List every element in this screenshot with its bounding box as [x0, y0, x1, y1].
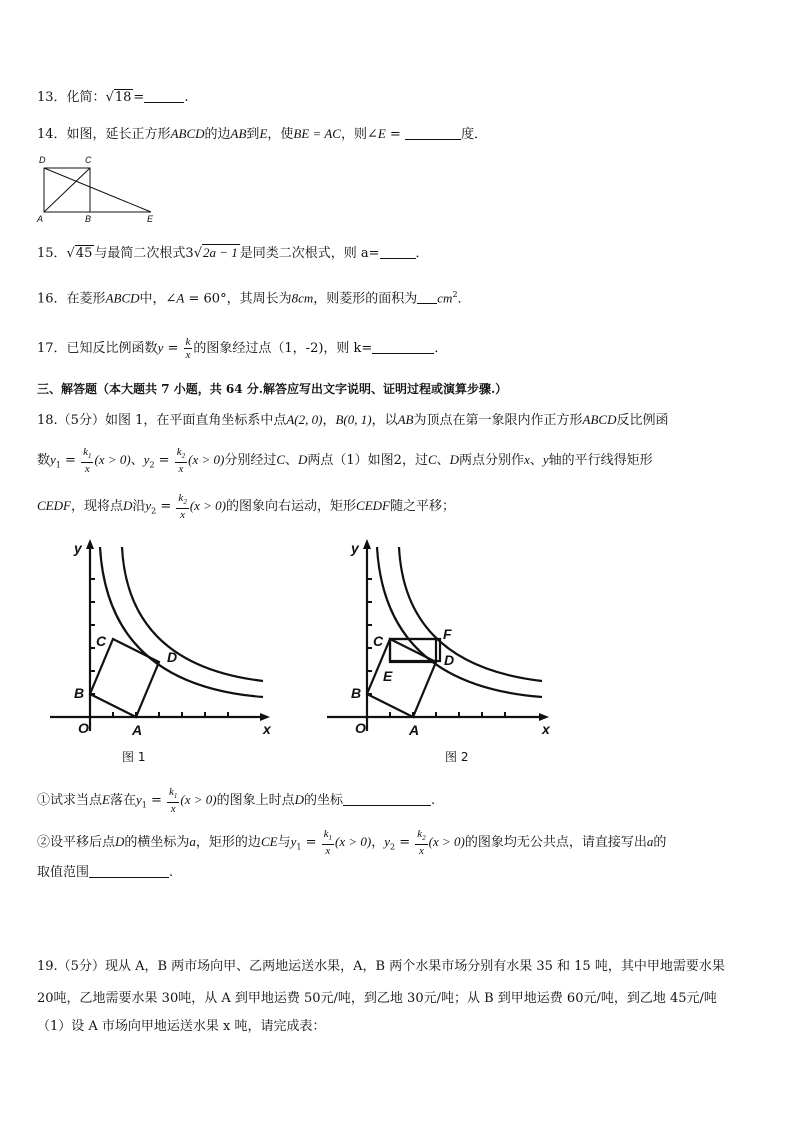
q18-y1-sub: 1 [55, 460, 61, 470]
question-13 [37, 88, 764, 107]
sqrt-symbol: √ [193, 246, 202, 261]
q15-coef: 3 [185, 246, 194, 261]
q18-sq2-text-e: ， [371, 835, 385, 851]
fig2-label-f: F [443, 626, 452, 642]
square-abcd-fig1 [90, 639, 159, 717]
section-3-note: （本大题共 7 小题，共 64 分.解答应写出文字说明、证明过程或演算步骤.） [97, 382, 508, 396]
q17-denominator: x [185, 349, 191, 361]
label-c: C [85, 155, 92, 165]
q14-eq: = [385, 127, 405, 142]
fig1-label-o: O [78, 720, 89, 736]
question-16 [37, 286, 764, 308]
q18-sq2-frac-1 [322, 828, 334, 857]
section-3-title: 三、解答题 [37, 382, 98, 396]
q16-perimeter: 8cm [291, 290, 314, 306]
q18-sq1-frac [167, 786, 179, 815]
q18-sq2-text-a: ②设平移后点 [37, 835, 116, 851]
q13-eq: = [133, 90, 145, 105]
q18-text-2a: 数 [37, 453, 51, 469]
q18-text-2c-2: 、 [436, 453, 450, 469]
q18-d-2: D [449, 452, 460, 468]
q16-answer-blank[interactable] [417, 289, 437, 304]
q17-y: y [157, 340, 164, 355]
fig2-label-c: C [373, 633, 384, 649]
q17-answer-blank[interactable] [372, 339, 434, 354]
q14-text-a: 如图，延长正方形 [66, 127, 171, 142]
q18-sq2-answer-blank[interactable] [89, 863, 169, 878]
fig2-label-x: x [542, 721, 550, 737]
q16-unit-sup: 2 [452, 290, 458, 299]
q18-text-1c: 为顶点在第一象限内作正方形 [413, 413, 583, 428]
q18-sq2-k1: k [323, 828, 329, 840]
q18-k2-sub: 2 [181, 452, 186, 461]
q15-end: ． [415, 246, 429, 261]
q18-sq2-cond-1: (x > 0) [335, 834, 372, 850]
q18-text-3a: ，现将点 [70, 499, 123, 515]
question-17 [37, 336, 764, 361]
q18-sq1-cond: (x > 0) [180, 792, 217, 808]
q18-text-2e: 两点分别作 [459, 453, 525, 469]
label-b: B [85, 214, 92, 224]
q18-x-den-3: x [180, 509, 186, 522]
q18-y2-3: y [145, 498, 152, 514]
q18-sq1-answer-blank[interactable] [343, 791, 431, 806]
q14-text-b: 的边 [204, 127, 231, 142]
y-axis-arrow [86, 539, 94, 549]
q18-line-1 [37, 411, 764, 430]
q18-k2: k [176, 446, 182, 458]
label-d: D [39, 155, 46, 165]
q13-text: 化简： [66, 90, 106, 105]
section-3-heading [37, 380, 764, 398]
label-e: E [147, 214, 154, 224]
fig1-caption: 图 1 [122, 750, 146, 764]
q17-text-a: 已知反比例函数 [66, 341, 158, 356]
q18-sq1-end: . [431, 793, 436, 809]
y-axis-arrow [363, 539, 371, 549]
q16-unit: cm [437, 290, 453, 306]
q18-abcd: ABCD [582, 412, 617, 427]
q18-sq2-text-h: 取值范围 [37, 865, 90, 880]
q17-numerator: k [185, 336, 191, 348]
q18-sq1-k1-sub: 1 [173, 792, 178, 801]
fig1-label-y: y [74, 540, 82, 556]
q18-sub-question-2-cont [37, 863, 764, 882]
q18-sq2-ce: CE [260, 834, 278, 850]
q18-line-2: 数$y_1$ = $\frac{k_1}{x}$ (x > 0)、$y_2$ = $\frac{k_2}{x}$ (x > 0)分别经过C、D两点（1）如图2，过C、D两点分别作x、y轴的平行线得矩形 [37, 446, 653, 476]
q18-cedf-2: CEDF [356, 498, 390, 514]
q18-ab: AB [397, 412, 414, 427]
q18-sq2-y2: y [384, 834, 391, 850]
q13-end: . [184, 90, 189, 105]
q18-sq2-cond-2: (x > 0) [428, 834, 465, 850]
q14-unit: 度． [460, 127, 487, 142]
line-de [44, 168, 151, 212]
q18-sq1-y1-sub: 1 [141, 800, 147, 810]
q18-figure-2 [325, 535, 557, 740]
q18-frac-k1 [81, 446, 93, 475]
q13-radicand: 18 [114, 90, 132, 105]
q18-text-1a: 18.（5分）如图 1，在平面直角坐标系中点 [37, 413, 287, 428]
fig1-label-b: B [74, 685, 85, 701]
q18-frac-k2-3 [176, 492, 188, 521]
q18-text-2d: 两点（1）如图2，过 [307, 453, 428, 469]
q19-line-3: （1）设 A 市场向甲地运送水果 x 吨，请完成表： [37, 1019, 326, 1034]
q14-condition: BE = AC [293, 126, 341, 141]
q18-sq2-a: a [189, 834, 196, 850]
q16-end: ． [457, 291, 471, 307]
q16-a: A [176, 290, 185, 306]
q18-sq1-x: x [170, 803, 176, 816]
q18-y1: y [50, 452, 56, 468]
fig1-label-d: D [167, 649, 178, 665]
q16-abcd: ABCD [105, 290, 140, 306]
q18-k1-sub: 1 [87, 452, 92, 461]
q14-answer-blank[interactable] [405, 125, 461, 140]
question-14 [37, 125, 764, 144]
q18-sq1-e: E [102, 792, 110, 808]
q18-sq2-text-c: ，矩形的边 [195, 835, 261, 851]
fig2-label-a: A [409, 722, 420, 738]
q15-radicand2: 2a − 1 [202, 245, 238, 260]
fig1-label-x: x [263, 721, 271, 737]
q16-angle: = 60° [184, 291, 227, 307]
fig2-label-b: B [351, 685, 362, 701]
q16-text-c: ，其周长为 [226, 291, 292, 307]
q18-d: D [298, 452, 308, 468]
q18-sub-question-1: ①试求当点E落在$y_1$ = $\frac{k_1}{x}$ (x > 0)的图象上时点D的坐标 . [37, 786, 436, 816]
x-axis-arrow [539, 713, 549, 721]
q17-text-b: 的图象经过点（1，-2)，则 k= [193, 341, 373, 356]
q16-number: 16． [37, 291, 67, 307]
q18-sub-question-2: ②设平移后点D的横坐标为a，矩形的边CE与$y_1$ = $\frac{k_1}{x}$ (x > 0)，$y_2$ = $\frac{k_2}{x}$ (x > 0)的图象均无公共点，请直接写出a的 [37, 828, 667, 858]
fig2-label-d: D [444, 652, 455, 668]
q18-x-axis: x [524, 452, 530, 468]
q18-sq2-y2-sub: 2 [390, 842, 396, 852]
q16-text-a: 在菱形 [66, 291, 106, 307]
question-15 [37, 244, 764, 263]
fig2-label-o: O [355, 720, 366, 736]
q14-number: 14． [37, 127, 67, 142]
q16-text-d: ，则菱形的面积为 [313, 291, 418, 307]
q18-x-den: x [84, 463, 90, 476]
q19-line-2: 20吨，乙地需要水果 30吨，从 A 到甲地运费 50元/吨，到乙地 30元/吨；从 B 到甲地运费 60元/吨，到乙地 45元/吨 [37, 991, 717, 1006]
q18-sq2-k1-sub: 1 [328, 834, 333, 843]
q14-text-e: ，则∠ [340, 127, 378, 142]
q18-text-3d: 随之平移； [389, 499, 455, 515]
q18-sq2-k2: k [417, 828, 423, 840]
x-axis-arrow [260, 713, 270, 721]
q18-sq1-k1: k [169, 786, 174, 798]
q18-text-2c: 、 [285, 453, 299, 469]
q18-c-2: C [427, 452, 437, 468]
q18-sq2-a-2: a [646, 834, 654, 850]
line-ac [44, 168, 90, 212]
q15-radicand: 45 [75, 246, 93, 261]
q18-comma: ， [322, 413, 336, 428]
q14-e: E [259, 126, 268, 141]
fig1-label-c: C [96, 633, 107, 649]
q18-d-3: D [122, 498, 133, 514]
q18-k1: k [83, 446, 88, 458]
q18-sq2-text-d: 与 [277, 835, 291, 851]
square-abcd-fig2 [367, 639, 436, 717]
q18-cond-1: (x > 0) [94, 452, 131, 468]
q18-x-den-2: x [178, 463, 184, 476]
q18-text-1b: ，以 [371, 413, 398, 428]
q18-sq2-text-f: 的图象均无公共点，请直接写出 [464, 835, 647, 851]
q18-sq2-frac-2 [415, 828, 427, 857]
q18-sep: 、 [130, 453, 144, 469]
q14-ab: AB [230, 126, 247, 141]
q18-c: C [276, 452, 285, 468]
q15-text-b: 是同类二次根式，则 a= [239, 246, 380, 261]
q18-k2-sub-3: 2 [183, 498, 187, 507]
q14-figure [36, 154, 160, 226]
q18-text-1d: 反比例函 [616, 413, 669, 428]
curve-y2 [122, 547, 263, 681]
q19-line-1: 19.（5分）现从 A，B 两市场向甲、乙两地运送水果，A，B 两个水果市场分别有水果 35 和 15 吨，其中甲地需要水果 [37, 959, 725, 974]
fig2-caption: 图 2 [445, 750, 469, 764]
q13-answer-blank[interactable] [144, 88, 184, 103]
sqrt-symbol: √ [105, 90, 114, 105]
q18-y-axis: y [542, 452, 549, 468]
q18-cedf: CEDF [37, 498, 71, 514]
q18-text-2f: 、 [529, 453, 543, 469]
q18-text-3c: 的图象向右运动，矩形 [226, 499, 357, 515]
sqrt-symbol: √ [66, 246, 75, 261]
q18-text-3b: 沿 [132, 499, 146, 515]
q15-number: 15． [37, 246, 67, 261]
q18-sq2-y1-sub: 1 [296, 842, 302, 852]
q13-number: 13． [37, 90, 67, 105]
q18-text-2g: 轴的平行线得矩形 [548, 453, 653, 469]
q15-answer-blank[interactable] [380, 244, 416, 259]
q14-e2: E [377, 126, 386, 141]
q18-sq1-text-c: 的图象上时点 [216, 793, 295, 809]
q18-sq2-y1: y [290, 834, 297, 850]
fig1-label-a: A [132, 722, 143, 738]
q18-point-a: A(2, 0) [286, 412, 323, 427]
q14-text-d: ，使 [267, 127, 294, 142]
q18-cond-2: (x > 0) [188, 452, 225, 468]
q18-y2-sub-3: 2 [151, 506, 157, 516]
label-a: A [37, 214, 44, 224]
q18-frac-k2 [175, 446, 187, 475]
q18-point-b: B(0, 1) [335, 412, 372, 427]
q18-sq2-k2-sub: 2 [422, 834, 426, 843]
fig2-label-e: E [383, 668, 393, 684]
q18-sq2-d: D [115, 834, 125, 850]
q17-eq: = [163, 341, 183, 356]
q14-text-c: 到 [246, 127, 260, 142]
q18-sq1-d: D [294, 792, 305, 808]
q18-cond-3: (x > 0) [189, 498, 227, 514]
q17-fraction [184, 336, 193, 361]
q18-sq1-text-d: 的坐标 [304, 793, 344, 809]
q17-number: 17． [37, 341, 67, 356]
q18-sq2-text-g: 的 [653, 835, 667, 851]
q18-sq2-text-b: 的横坐标为 [124, 835, 190, 851]
q14-abcd: ABCD [170, 126, 205, 141]
q18-sq1-text-b: 落在 [109, 793, 136, 809]
q16-text-b: 中，∠ [139, 291, 177, 307]
q18-y2-sub: 2 [149, 460, 155, 470]
q18-y2: y [143, 452, 150, 468]
q18-sq1-y1: y [135, 792, 142, 808]
q18-text-2b: 分别经过 [224, 453, 277, 469]
q17-end: ． [434, 341, 448, 356]
q18-sq2-x-1: x [325, 845, 331, 858]
q18-sq2-x-2: x [419, 845, 424, 858]
q18-sq2-end: . [169, 865, 174, 880]
q18-line-3: CEDF，现将点D沿$y_2$ = $\frac{k_2}{x}$ (x > 0)的图象向右运动，矩形CEDF随之平移； [37, 492, 455, 522]
q15-text-a: 与最简二次根式 [94, 246, 186, 261]
q18-k2-3: k [178, 492, 184, 504]
fig2-label-y: y [351, 540, 359, 556]
q18-figure-1 [48, 535, 280, 740]
q18-sq1-text-a: ①试求当点 [37, 793, 103, 809]
